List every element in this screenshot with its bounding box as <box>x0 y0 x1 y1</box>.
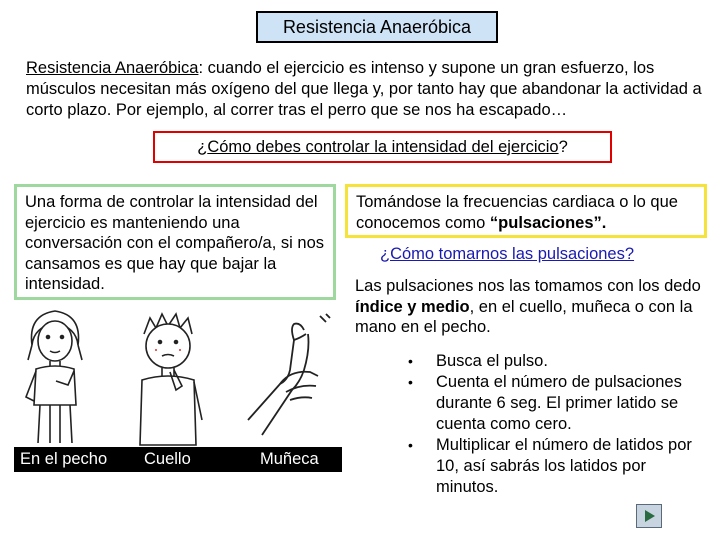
question-close: ? <box>558 138 568 156</box>
label-chest: En el pecho <box>20 450 108 468</box>
chest-pulse-illustration <box>20 305 90 450</box>
intro-paragraph <box>26 58 706 121</box>
heart-rate-quoted: “pulsaciones”. <box>489 213 607 232</box>
list-item: • Busca el pulso. <box>400 351 712 372</box>
pulse-info-part1: Las pulsaciones nos las tomamos con los dedo <box>355 277 701 295</box>
pulse-info-part2: , en el cuello, muñeca o con la mano en el pecho. <box>355 297 693 336</box>
neck-pulse-illustration <box>130 310 210 450</box>
list-item: • Cuenta el número de pulsaciones durante 6 seg. El primer latido se cuenta como cero. <box>400 372 712 435</box>
pulse-steps-list <box>400 351 712 498</box>
intro-term: Resistencia Anaeróbica <box>26 59 199 77</box>
question-open: ¿ <box>197 138 208 156</box>
label-wrist: Muñeca <box>260 450 319 468</box>
play-icon <box>637 505 661 527</box>
wrist-pulse-illustration <box>240 310 340 445</box>
label-neck: Cuello <box>144 450 191 468</box>
pulse-locations-labels <box>14 447 342 472</box>
intro-text: cuando el ejercicio es intenso y supone un gran esfuerzo, los músculos necesitan más oxígeno del que llega y, por tanto hay que abandonar la actividad a corto plazo. Por ejemplo, al correr tras el perro que se nos ha escapado… <box>26 59 702 119</box>
list-item: • Multiplicar el número de latidos por 10, así sabrás los latidos por minutos. <box>400 435 712 498</box>
pulse-info-fingers: índice y medio <box>355 297 470 316</box>
conversation-method-box: Una forma de controlar la intensidad del ejercicio es manteniendo una conversación con el compañero/a, si nos cansamos es que hay que bajar la intensidad. <box>14 184 336 300</box>
heart-rate-text: Tomándose la frecuencias cardiaca o lo que conocemos como <box>356 193 678 232</box>
page-title: Resistencia Anaeróbica <box>256 11 498 43</box>
next-slide-button[interactable] <box>636 504 662 528</box>
intro-separator: : <box>198 59 204 77</box>
pulse-info-paragraph <box>355 276 710 338</box>
question-text: Cómo debes controlar la intensidad del ejercicio <box>207 138 559 156</box>
question-heading <box>153 131 612 163</box>
pulse-how-to-link[interactable]: ¿Cómo tomarnos las pulsaciones? <box>380 245 635 263</box>
heart-rate-method-box <box>345 184 707 238</box>
